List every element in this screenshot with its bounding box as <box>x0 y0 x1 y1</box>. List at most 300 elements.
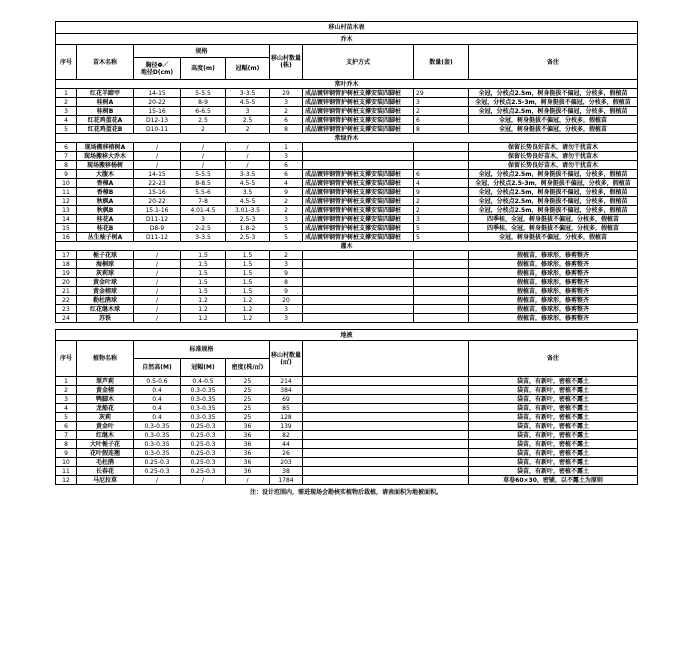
height-cell: 8-8.5 <box>181 179 226 188</box>
table-title: 移山村苗木表 <box>56 22 638 34</box>
qty-cell: 2 <box>414 197 469 206</box>
count-cell: 3 <box>270 98 303 107</box>
remark-cell: 全冠，分枝点2.5m，树身挺拔不偏冠，分枝多，假植苗 <box>469 107 638 116</box>
remark-cell: 假植苗，修球形，修剪整齐 <box>469 296 638 305</box>
crown-cell: / <box>226 143 270 152</box>
crown-cell: 0.4-0.5 <box>181 377 226 386</box>
height-cell: 1.5 <box>181 269 226 278</box>
support-cell <box>303 260 414 269</box>
remark-cell: 全冠，分枝点2.5m，树身挺拔不偏冠，分枝多，假植苗 <box>469 188 638 197</box>
name-cell: 现场搬移杨树 <box>77 161 134 170</box>
area-cell: 214 <box>270 377 303 386</box>
support-cell <box>303 152 414 161</box>
qty-cell <box>414 152 469 161</box>
remark-cell: 袋苗，有新叶，密植不露土 <box>469 431 638 440</box>
table-row <box>56 440 638 449</box>
crown-cell: 3.5 <box>226 188 270 197</box>
support-cell: 成品镀锌钢管护树桩支撑安装四脚桩 <box>303 215 414 224</box>
area-cell: 139 <box>270 422 303 431</box>
seq-cell: 24 <box>56 314 77 323</box>
diameter-cell: / <box>134 161 181 170</box>
natural-height-cell: 0.5-0.6 <box>134 377 181 386</box>
diameter-cell: / <box>134 305 181 314</box>
remark-cell: 全冠，分枝点2.5m，树身挺拔不偏冠，分枝多，假植苗 <box>469 89 638 98</box>
diameter-cell: D12-13 <box>134 116 181 125</box>
seq-cell: 5 <box>56 125 77 134</box>
support-cell: 成品镀锌钢管护树桩支撑安装四脚桩 <box>303 224 414 233</box>
count-cell: 9 <box>270 269 303 278</box>
name-cell: 大腹木 <box>77 170 134 179</box>
name-cell: 香樟B <box>77 188 134 197</box>
name-cell: 秋枫B <box>77 206 134 215</box>
support-cell <box>303 143 414 152</box>
blank-cell <box>303 476 469 485</box>
seq-cell: 3 <box>56 107 77 116</box>
count-cell: 3 <box>270 314 303 323</box>
diameter-cell: / <box>134 269 181 278</box>
height-cell: 6-6.5 <box>181 107 226 116</box>
name-cell: 红花鸡蛋花B <box>77 125 134 134</box>
density-cell: 36 <box>226 431 270 440</box>
blank-cell <box>303 404 469 413</box>
table-row <box>56 449 638 458</box>
table-row <box>56 143 638 152</box>
natural-height-cell: 0.4 <box>134 413 181 422</box>
blank-cell <box>303 422 469 431</box>
density-cell: 25 <box>226 413 270 422</box>
name-cell: 栀子花球 <box>77 251 134 260</box>
support-cell <box>303 269 414 278</box>
height-cell: 1.2 <box>181 296 226 305</box>
seq-cell: 2 <box>56 98 77 107</box>
support-cell <box>303 287 414 296</box>
diameter-cell: D8-9 <box>134 224 181 233</box>
height-cell: 1.2 <box>181 305 226 314</box>
seq-cell: 11 <box>56 467 77 476</box>
remark-cell: 四季桂，全冠，树身挺拔不偏冠，分枝多，假植苗 <box>469 224 638 233</box>
plant-name-cell: 鸭脚木 <box>77 395 134 404</box>
table-row <box>56 116 638 125</box>
remark-cell: 全冠，分枝点2.5-3m，树身挺拔不偏冠，分枝多，假植苗 <box>469 179 638 188</box>
height-cell: 4.01-4.5 <box>181 206 226 215</box>
seq-cell: 4 <box>56 404 77 413</box>
height-cell: 5-5.5 <box>181 170 226 179</box>
groundcover-table <box>55 329 638 485</box>
remark-cell: 全冠，树身挺拔不偏冠，分枝多，假植苗 <box>469 116 638 125</box>
remark-cell: 保留长势良好苗木，请勿干扰苗木 <box>469 161 638 170</box>
seq-cell: 3 <box>56 395 77 404</box>
crown-cell: 0.25-0.3 <box>181 458 226 467</box>
table-row <box>56 260 638 269</box>
count-cell: 6 <box>270 170 303 179</box>
support-cell: 成品镀锌钢管护树桩支撑安装四脚桩 <box>303 170 414 179</box>
qty-cell <box>414 269 469 278</box>
table-row <box>56 206 638 215</box>
diameter-cell: 22-23 <box>134 179 181 188</box>
name-cell: 苏铁 <box>77 314 134 323</box>
header-support: 支护方式 <box>303 45 414 80</box>
plant-name-cell: 大叶栀子花 <box>77 440 134 449</box>
area-cell: 44 <box>270 440 303 449</box>
qty-cell <box>414 278 469 287</box>
height-cell: 1.5 <box>181 278 226 287</box>
seq-cell: 7 <box>56 431 77 440</box>
remark-cell: 假植苗，修球形，修剪整齐 <box>469 287 638 296</box>
natural-height-cell: 0.4 <box>134 386 181 395</box>
header-qty: 数量(套) <box>414 45 469 80</box>
height-cell: / <box>181 143 226 152</box>
support-cell <box>303 251 414 260</box>
header-count: 移山村数量 (株) <box>270 45 303 80</box>
table-row <box>56 386 638 395</box>
support-cell: 成品镀锌钢管护树桩支撑安装四脚桩 <box>303 197 414 206</box>
seq-cell: 9 <box>56 449 77 458</box>
crown-cell: / <box>226 152 270 161</box>
remark-cell: 假植苗，修球形，修剪整齐 <box>469 278 638 287</box>
remark-cell: 草卷60×30，密铺，以不露土为原则 <box>469 476 638 485</box>
table-row <box>56 170 638 179</box>
seq-cell: 7 <box>56 152 77 161</box>
table-row <box>56 107 638 116</box>
natural-height-cell: 0.4 <box>134 395 181 404</box>
diameter-cell: D11-12 <box>134 233 181 242</box>
plant-name-cell: 龙船花 <box>77 404 134 413</box>
table-row <box>56 404 638 413</box>
qty-cell: 5 <box>414 224 469 233</box>
density-cell: 25 <box>226 404 270 413</box>
table-row <box>56 278 638 287</box>
support-cell <box>303 161 414 170</box>
area-cell: 69 <box>270 395 303 404</box>
support-cell: 成品镀锌钢管护树桩支撑安装四脚桩 <box>303 188 414 197</box>
crown-cell: / <box>226 161 270 170</box>
natural-height-cell: 0.3-0.35 <box>134 440 181 449</box>
density-cell: 25 <box>226 386 270 395</box>
qty-cell <box>414 251 469 260</box>
seq-cell: 19 <box>56 269 77 278</box>
crown-cell: 3-3.5 <box>226 89 270 98</box>
crown-cell: 1.2 <box>226 296 270 305</box>
crown-cell: 2.5-3 <box>226 215 270 224</box>
diameter-cell: / <box>134 278 181 287</box>
diameter-cell: / <box>134 287 181 296</box>
qty-cell <box>414 260 469 269</box>
plant-name-cell: 长春花 <box>77 467 134 476</box>
name-cell: 桂树B <box>77 107 134 116</box>
seq-cell: 13 <box>56 206 77 215</box>
remark-cell: 袋苗，有新叶，密植不露土 <box>469 404 638 413</box>
name-cell: 现场搬移榕树A <box>77 143 134 152</box>
table-row <box>56 161 638 170</box>
table-row <box>56 197 638 206</box>
count-cell: 2 <box>270 107 303 116</box>
plant-name-cell: 灰莉 <box>77 413 134 422</box>
table-row <box>56 179 638 188</box>
diameter-cell: D11-12 <box>134 215 181 224</box>
remark-cell: 假植苗，修球形，修剪整齐 <box>469 260 638 269</box>
group-label: 常绿乔木 <box>56 134 638 143</box>
count-cell: 3 <box>270 305 303 314</box>
plant-name-cell: 翠芦莉 <box>77 377 134 386</box>
name-cell: 黄金榕球 <box>77 287 134 296</box>
remark-cell: 袋苗，有新叶，密植不露土 <box>469 386 638 395</box>
diameter-cell: D10-11 <box>134 125 181 134</box>
height-cell: 2-2.5 <box>181 224 226 233</box>
header-natural-height: 自然高(M) <box>134 359 181 377</box>
support-cell: 成品镀锌钢管护树桩支撑安装四脚桩 <box>303 233 414 242</box>
header-plant-name: 植物名称 <box>77 341 134 377</box>
remark-cell: 袋苗，有新叶，密植不露土 <box>469 467 638 476</box>
count-cell: 29 <box>270 89 303 98</box>
seq-cell: 10 <box>56 179 77 188</box>
seq-cell: 14 <box>56 215 77 224</box>
height-cell: 8-9 <box>181 98 226 107</box>
name-cell: 桂花B <box>77 224 134 233</box>
name-cell: 秋枫A <box>77 197 134 206</box>
density-cell: 36 <box>226 440 270 449</box>
support-cell: 成品镀锌钢管护树桩支撑安装四脚桩 <box>303 125 414 134</box>
name-cell: 红花继木球 <box>77 305 134 314</box>
diameter-cell: / <box>134 314 181 323</box>
area-cell: 82 <box>270 431 303 440</box>
natural-height-cell: 0.3-0.35 <box>134 449 181 458</box>
diameter-cell: / <box>134 296 181 305</box>
crown-cell: 2.5-3 <box>226 233 270 242</box>
density-cell: 36 <box>226 422 270 431</box>
area-cell: 203 <box>270 458 303 467</box>
count-cell: 9 <box>270 287 303 296</box>
seq-cell: 6 <box>56 143 77 152</box>
count-cell: 1 <box>270 143 303 152</box>
qty-cell: 3 <box>414 98 469 107</box>
height-cell: 3 <box>181 215 226 224</box>
table-row <box>56 125 638 134</box>
seq-cell: 15 <box>56 224 77 233</box>
height-cell: 2.5 <box>181 116 226 125</box>
plant-name-cell: 黄金榕 <box>77 386 134 395</box>
height-cell: 1.5 <box>181 251 226 260</box>
seq-cell: 12 <box>56 476 77 485</box>
crown-cell: 1.8-2 <box>226 224 270 233</box>
count-cell: 2 <box>270 206 303 215</box>
name-cell: 红花鸡蛋花A <box>77 116 134 125</box>
qty-cell: 6 <box>414 170 469 179</box>
header-remark: 备注 <box>469 45 638 80</box>
remark-cell: 袋苗，有新叶，密植不露土 <box>469 413 638 422</box>
count-cell: 5 <box>270 224 303 233</box>
blank-cell <box>303 431 469 440</box>
remark-cell: 全冠，树身挺拔不偏冠，分枝多，假植苗 <box>469 125 638 134</box>
name-cell: 桂花A <box>77 215 134 224</box>
height-cell: 2 <box>181 125 226 134</box>
crown-cell: 3.01-3.5 <box>226 206 270 215</box>
crown-cell: 0.25-0.3 <box>181 422 226 431</box>
name-cell: 灰莉球 <box>77 269 134 278</box>
table-row <box>56 476 638 485</box>
remark-cell: 全冠，树身挺拔不偏冠，分枝多，假植苗 <box>469 233 638 242</box>
blank-cell <box>303 377 469 386</box>
density-cell: 36 <box>226 449 270 458</box>
remark-cell: 假植苗，修球形，修剪整齐 <box>469 305 638 314</box>
seq-cell: 16 <box>56 233 77 242</box>
seq-cell: 8 <box>56 440 77 449</box>
density-cell: 36 <box>226 458 270 467</box>
name-cell: 红花羊蹄甲 <box>77 89 134 98</box>
remark-cell: 袋苗，有新叶，密植不露土 <box>469 422 638 431</box>
seq-cell: 22 <box>56 296 77 305</box>
table-row <box>56 413 638 422</box>
diameter-cell: / <box>134 251 181 260</box>
crown-cell: 0.25-0.3 <box>181 449 226 458</box>
diameter-cell: / <box>134 260 181 269</box>
support-cell: 成品镀锌钢管护树桩支撑安装四脚桩 <box>303 116 414 125</box>
remark-cell: 保留长势良好苗木，请勿干扰苗木 <box>469 143 638 152</box>
seq-cell: 11 <box>56 188 77 197</box>
count-cell: 6 <box>270 161 303 170</box>
density-cell: 25 <box>226 395 270 404</box>
qty-cell: 2 <box>414 206 469 215</box>
height-cell: 1.5 <box>181 287 226 296</box>
count-cell: 9 <box>270 188 303 197</box>
name-cell: 丛生柚子树A <box>77 233 134 242</box>
natural-height-cell: 0.4 <box>134 404 181 413</box>
blank-cell <box>303 440 469 449</box>
natural-height-cell: / <box>134 476 181 485</box>
height-cell: 3-3.5 <box>181 233 226 242</box>
table-row <box>56 269 638 278</box>
crown-cell: 1.5 <box>226 287 270 296</box>
count-cell: 2 <box>270 197 303 206</box>
remark-cell: 四季桂，全冠，树身挺拔不偏冠，分枝多，假植苗 <box>469 215 638 224</box>
crown-cell: 4.5-5 <box>226 197 270 206</box>
header-remark: 备注 <box>469 341 638 377</box>
plant-name-cell: 马尼拉草 <box>77 476 134 485</box>
blank-cell <box>303 467 469 476</box>
blank-cell <box>303 449 469 458</box>
diameter-cell: 14-15 <box>134 170 181 179</box>
support-cell: 成品镀锌钢管护树桩支撑安装四脚桩 <box>303 206 414 215</box>
header-density: 密度(株/㎡) <box>226 359 270 377</box>
crown-cell: 2 <box>226 125 270 134</box>
crown-cell: 1.2 <box>226 305 270 314</box>
qty-cell: 6 <box>414 116 469 125</box>
crown-cell: 3 <box>226 107 270 116</box>
plant-name-cell: 红继木 <box>77 431 134 440</box>
count-cell: 20 <box>270 296 303 305</box>
count-cell: 3 <box>270 260 303 269</box>
blank-cell <box>303 395 469 404</box>
height-cell: 5.5-6 <box>181 188 226 197</box>
crown-cell: 1.5 <box>226 260 270 269</box>
remark-cell: 袋苗，有新叶，密植不露土 <box>469 458 638 467</box>
seq-cell: 2 <box>56 386 77 395</box>
count-cell: 8 <box>270 278 303 287</box>
name-cell: 香樟A <box>77 179 134 188</box>
height-cell: 5-5.5 <box>181 89 226 98</box>
qty-cell <box>414 161 469 170</box>
table-row <box>56 287 638 296</box>
name-cell: 桂树A <box>77 98 134 107</box>
plant-schedule-sheet <box>55 21 637 496</box>
blank-cell <box>303 458 469 467</box>
qty-cell: 8 <box>414 125 469 134</box>
table-row <box>56 422 638 431</box>
seq-cell: 21 <box>56 287 77 296</box>
table-row <box>56 98 638 107</box>
qty-cell <box>414 287 469 296</box>
table-row <box>56 377 638 386</box>
support-cell: 成品镀锌钢管护树桩支撑安装四脚桩 <box>303 89 414 98</box>
height-cell: / <box>181 161 226 170</box>
qty-cell <box>414 296 469 305</box>
height-cell: 7-8 <box>181 197 226 206</box>
qty-cell: 29 <box>414 89 469 98</box>
support-cell <box>303 296 414 305</box>
remark-cell: 袋苗，有新叶，密植不露土 <box>469 377 638 386</box>
crown-cell: 0.3-0.35 <box>181 395 226 404</box>
header-seq: 序号 <box>56 45 77 80</box>
seq-cell: 1 <box>56 89 77 98</box>
natural-height-cell: 0.3-0.35 <box>134 422 181 431</box>
header-height: 高度(m) <box>181 58 226 80</box>
crown-cell: / <box>181 476 226 485</box>
natural-height-cell: 0.3-0.35 <box>134 431 181 440</box>
qty-cell: 3 <box>414 215 469 224</box>
seq-cell: 6 <box>56 422 77 431</box>
area-cell: 85 <box>270 404 303 413</box>
crown-cell: 3-3.5 <box>226 170 270 179</box>
table-row <box>56 296 638 305</box>
seq-cell: 5 <box>56 413 77 422</box>
natural-height-cell: 0.25-0.3 <box>134 467 181 476</box>
area-cell: 1784 <box>270 476 303 485</box>
name-cell: 勒杜鹃球 <box>77 296 134 305</box>
height-cell: 1.5 <box>181 260 226 269</box>
seq-cell: 1 <box>56 377 77 386</box>
seq-cell: 10 <box>56 458 77 467</box>
remark-cell: 假植苗，修球形，修剪整齐 <box>469 314 638 323</box>
crown-cell: 4.5-5 <box>226 179 270 188</box>
tree-table <box>55 21 638 323</box>
density-cell: 25 <box>226 377 270 386</box>
crown-cell: 0.3-0.35 <box>181 386 226 395</box>
crown-cell: 1.5 <box>226 251 270 260</box>
header-spec: 规格 <box>134 45 270 58</box>
seq-cell: 9 <box>56 170 77 179</box>
count-cell: 6 <box>270 116 303 125</box>
crown-cell: 0.25-0.3 <box>181 440 226 449</box>
seq-cell: 4 <box>56 116 77 125</box>
blank-cell <box>303 386 469 395</box>
count-cell: 4 <box>270 179 303 188</box>
area-cell: 384 <box>270 386 303 395</box>
section-label-tree: 乔木 <box>56 34 638 45</box>
blank-cell <box>303 413 469 422</box>
support-cell: 成品镀锌钢管护树桩支撑安装四脚桩 <box>303 179 414 188</box>
table-row <box>56 251 638 260</box>
seq-cell: 8 <box>56 161 77 170</box>
crown-cell: 1.5 <box>226 278 270 287</box>
crown-cell: 0.25-0.3 <box>181 431 226 440</box>
diameter-cell: 15-16 <box>134 188 181 197</box>
support-cell <box>303 314 414 323</box>
group-label: 常叶乔木 <box>56 80 638 89</box>
qty-cell: 9 <box>414 188 469 197</box>
height-cell: 1.2 <box>181 314 226 323</box>
table-row <box>56 458 638 467</box>
remark-cell: 袋苗，有新叶，密植不露土 <box>469 395 638 404</box>
table-row <box>56 215 638 224</box>
